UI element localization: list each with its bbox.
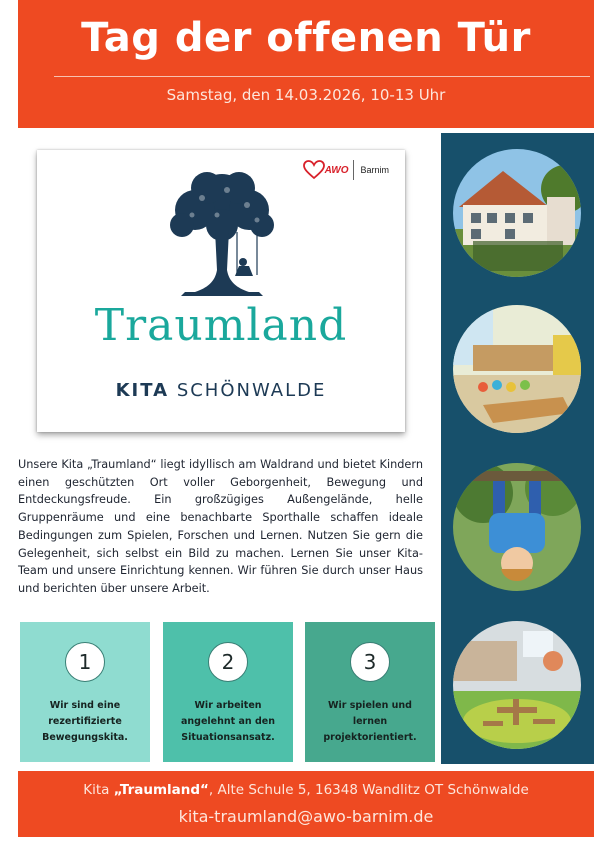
brand-name: Traumland: [94, 300, 348, 351]
footer-prefix: Kita: [83, 782, 114, 798]
feature-number-3: 3: [350, 642, 390, 682]
kita-building-photo: [453, 149, 581, 277]
photo-sidebar: [441, 133, 594, 764]
header-banner: [18, 0, 594, 128]
heart-icon: [303, 160, 325, 180]
feature-text-1: Wir sind eine rezertifizierte Bewegungskita.: [42, 700, 128, 743]
group-room-photo: [453, 305, 581, 433]
awo-separator: [353, 160, 354, 180]
play-room-photo: [453, 621, 581, 749]
feature-text-2: Wir arbeiten angelehnt an den Situationsansatz.: [181, 700, 275, 743]
awo-region: Barnim: [360, 165, 389, 175]
event-date: Samstag, den 14.03.2026, 10-13 Uhr: [166, 86, 446, 104]
awo-logo: [303, 160, 389, 180]
page-title: Tag der offenen Tür: [81, 15, 531, 61]
feature-box-2: [163, 622, 293, 762]
feature-number-2: 2: [208, 642, 248, 682]
footer-kita-name: „Traumland“: [113, 782, 209, 798]
feature-box-1: [20, 622, 150, 762]
tree-swing-icon: [157, 170, 287, 300]
brand-subtitle: [37, 380, 405, 401]
intro-paragraph: Unsere Kita „Traumland“ liegt idyllisch am Waldrand und bietet Kindern einen geschützten Ort voller Geborgenheit, Bewegung und Entdeckungsfreude. Ein großzügiges Außengelände, helle Gruppenräume und eine benachbarte Sporthalle schaffen ideale Bedingungen zum Spielen, Forschen und Lernen. Nutzen Sie gern die Gelegenheit, sich selbst ein Bild zu machen. Lernen Sie unser Kita-Team und unsere Einrichtung kennen. Wir führen Sie durch unser Haus und berichten über unsere Arbeit.: [18, 458, 423, 595]
footer-address: [18, 771, 594, 799]
footer-banner: [18, 771, 594, 837]
feature-number-1: 1: [65, 642, 105, 682]
logo-card: [37, 150, 405, 432]
feature-text-3: Wir spielen und lernen projektorientiert.: [323, 700, 417, 743]
feature-box-3: [305, 622, 435, 762]
brand-sub-bold: KITA: [115, 380, 170, 401]
child-hanging-photo: [453, 463, 581, 591]
footer-email[interactable]: kita-traumland@awo-barnim.de: [178, 807, 434, 826]
brand-sub-rest: SCHÖNWALDE: [176, 380, 327, 401]
header-divider: [54, 76, 590, 77]
footer-street: , Alte Schule 5, 16348 Wandlitz OT Schönwalde: [208, 782, 529, 798]
awo-mark: AWO: [324, 164, 349, 176]
